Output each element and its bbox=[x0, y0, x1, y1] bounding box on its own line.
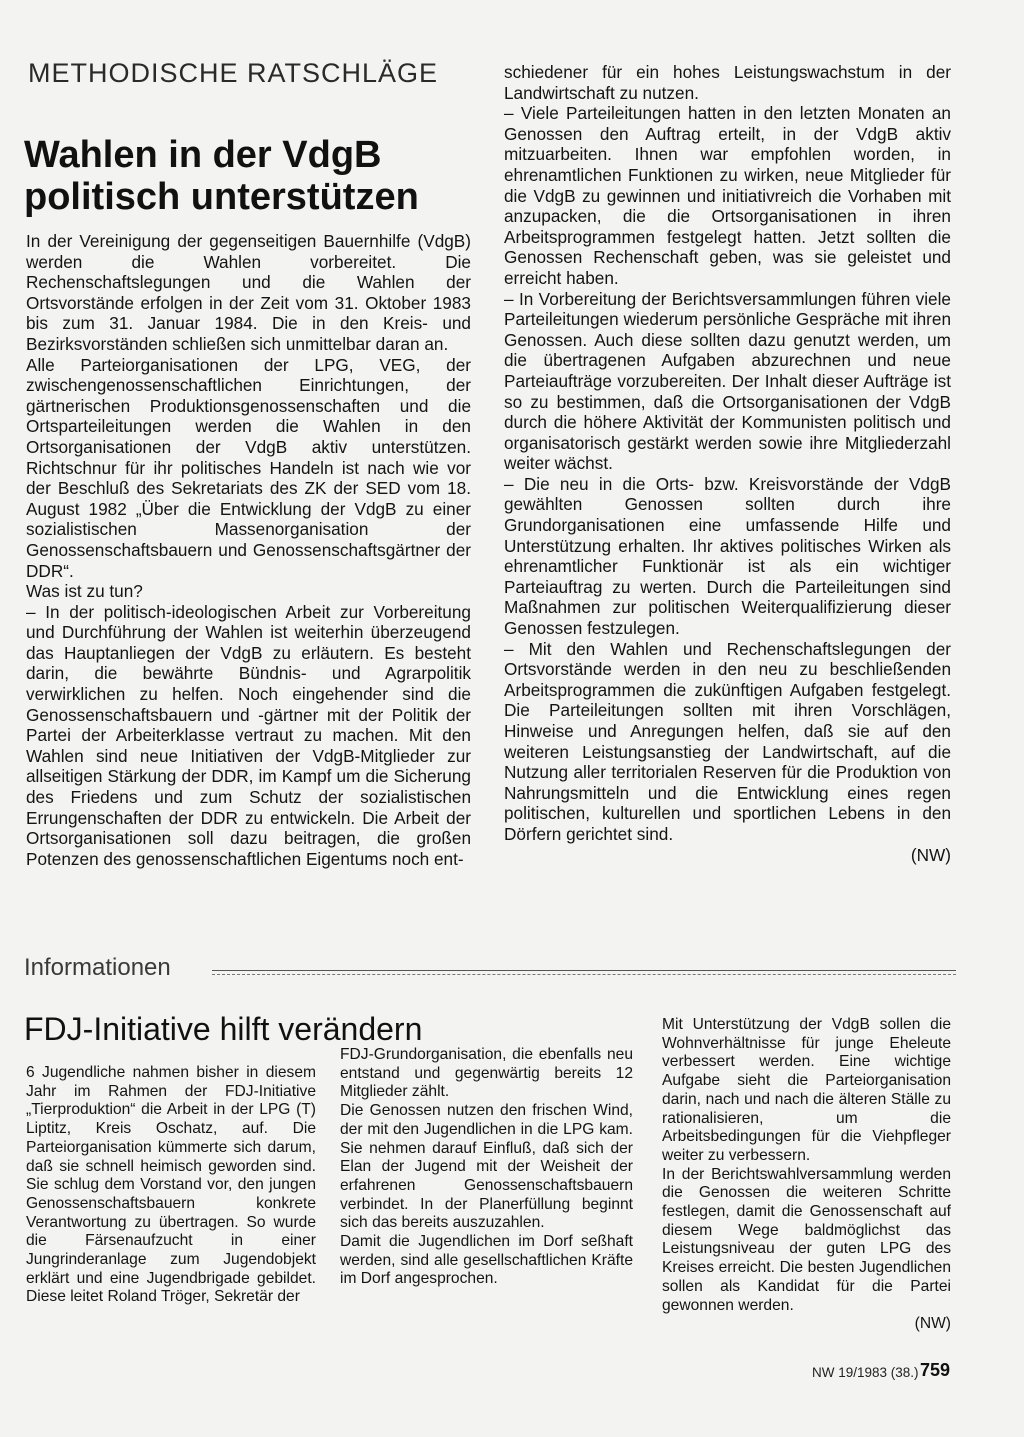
article-column-1 bbox=[26, 231, 471, 869]
info-paragraph: Mit Unterstützung der VdgB sollen die Wohnverhältnisse für junge Eheleute verbessert werden. Eine wichtige Aufgabe sieht die Parteiorganisation darin, nach und nach die älteren Ställe zu rationalisieren, um die Arbeitsbedingungen für die Viehpfleger weiter zu verbessern. bbox=[662, 1016, 951, 1164]
article-title-line-2: politisch unterstützen bbox=[24, 176, 419, 218]
info-paragraph: Damit die Jugendlichen im Dorf seßhaft werden, sind alle gesellschaftlichen Kräfte im Dorf angesprochen. bbox=[340, 1233, 633, 1288]
info-column-3 bbox=[662, 1016, 951, 1334]
issue-label: NW 19/1983 (38.) bbox=[812, 1365, 919, 1380]
article-paragraph: Alle Parteiorganisationen der LPG, VEG, der zwischengenossenschaftlichen Einrichtungen, der gärtnerischen Produktionsgenossenschaften und die Ortsparteileitungen werden die Wahlen in den Ortsorganisationen der VdgB aktiv unterstützen. Richtschnur für ihr politisches Handeln ist nach wie vor der Beschluß des Sekretariats des ZK der SED vom 18. August 1982 „Über die Entwicklung der VdgB zu einer sozialistischen Massenorganisation der Genossenschaftsbauern und Genossenschaftsgärtner der DDR“. bbox=[26, 354, 471, 581]
article-paragraph: In der Vereinigung der gegenseitigen Bauernhilfe (VdgB) werden die Wahlen vorbereitet. Die Rechenschaftslegungen und die Wahlen der Ortsvorstände erfolgen in der Zeit vom 31. Oktober 1983 bis zum 31. Januar 1984. Die in den Kreis- und Bezirksvorständen schließen sich unmittelbar daran an. bbox=[26, 231, 471, 354]
article-paragraph: – Mit den Wahlen und Rechenschaftslegungen der Ortsvorstände werden in den neu zu beschließenden Arbeitsprogrammen die zukünftigen Aufgaben festgelegt. Die Parteileitungen sollten mit ihren Vorschlägen, Hinweise und Anregungen helfen, daß sie auf den weiteren Leistungsanstieg der Landwirtschaft, auf die Nutzung aller territorialen Reserven für die Produktion von Nahrungsmitteln und die Entwicklung eines regen politischen, kulturellen und sportlichen Lebens in den Dörfern gerichtet sind. bbox=[504, 638, 951, 844]
article-paragraph: – Viele Parteileitungen hatten in den letzten Monaten an Genossen den Auftrag erteilt, in der VdgB aktiv mitzuarbeiten. Ihnen war empfohlen worden, in ehrenamtlichen Funktionen zu wirken, neue Mitglieder für die VdgB zu gewinnen und initiativreich die Vorhaben mit anzupacken, die die Ortsorganisationen in ihren Arbeitsprogrammen festgelegt hatten. Jetzt sollten die Genossen Rechenschaft geben, was sie geleistet und erreicht haben. bbox=[504, 103, 951, 288]
section-label: Informationen bbox=[24, 954, 171, 981]
article-paragraph: – In der politisch-ideologischen Arbeit zur Vorbereitung und Durchführung der Wahlen ist weiterhin überzeugend das Hauptanliegen der VdgB zu erläutern. Es besteht darin, die bewährte Bündnis- und Agrarpolitik verwirklichen zu helfen. Noch eingehender sind die Genossenschaftsbauern und -gärtner mit der Politik der Partei der Arbeiterklasse vertraut zu machen. Mit den Wahlen sind neue Initiativen der VdgB-Mitglieder zur allseitigen Stärkung der DDR, im Kampf um die Sicherung des Friedens und zum Schutz der sozialistischen Errungenschaften der DDR zu entwickeln. Die Arbeit der Ortsorganisationen soll dazu beitragen, die großen Potenzen des genossenschaftlichen Eigentums noch ent- bbox=[26, 601, 471, 869]
article-title-line-1: Wahlen in der VdgB bbox=[24, 134, 382, 176]
article-column-2 bbox=[504, 62, 951, 865]
article-paragraph: Was ist zu tun? bbox=[26, 581, 143, 602]
article-paragraph: – In Vorbereitung der Berichtsversammlungen führen viele Parteileitungen wiederum persönliche Gespräche mit ihren Genossen. Auch diese sollten dazu genutzt werden, um die übertragenen Aufgaben abzurechnen und neue Parteiaufträge vorzubereiten. Der Inhalt dieser Aufträge ist so zu bestimmen, daß die Ortsorganisationen der VdgB durch die höhere Aktivität der Kommunisten politisch und organisatorisch gestärkt werden sowie ihre Mitgliederzahl weiter wächst. bbox=[504, 288, 951, 474]
info-paragraph: FDJ-Grundorganisation, die ebenfalls neu entstand und gegenwärtig bereits 12 Mitglieder zählt. bbox=[340, 1046, 633, 1101]
info-paragraph: Die Genossen nutzen den frischen Wind, der mit den Jugendlichen in die LPG kam. Sie nehmen darauf Einfluß, daß sich der Elan der Jugend mit der Weisheit der erfahrenen Genossenschaftsbauern verbindet. In der Planerfüllung beginnt sich das bereits auszuzahlen. bbox=[340, 1102, 633, 1232]
info-title: FDJ-Initiative hilft verändern bbox=[24, 1011, 423, 1047]
info-column-1 bbox=[26, 1064, 316, 1307]
page-number: 759 bbox=[920, 1360, 951, 1380]
info-paragraph: In der Berichtswahlversammlung werden die Genossen die weiteren Schritte festlegen, damit die Genossenschaft auf diesem Wege baldmöglichst das Leistungsniveau der guten LPG des Kreises erreicht. Die besten Jugendlichen sollen als Kandidat für die Partei gewonnen werden. bbox=[662, 1165, 951, 1314]
info-signature: (NW) bbox=[914, 1315, 951, 1333]
article-title bbox=[24, 134, 474, 218]
article-paragraph: – Die neu in die Orts- bzw. Kreisvorstände der VdgB gewählten Genossen sollten durch ihre Grundorganisationen eine umfassende Hilfe und Unterstützung erhalten. Ihr aktives politisches Wirken als ehrenamtlicher Funktionär ist als ein wichtiger Parteiauftrag zu werten. Durch die Parteileitungen sind Maßnahmen zur politischen Weiterqualifizierung dieser Genossen festzulegen. bbox=[504, 473, 951, 639]
article-paragraph: schiedener für ein hohes Leistungswachstum in der Landwirtschaft zu nutzen. bbox=[504, 62, 951, 103]
article-signature: (NW) bbox=[910, 844, 951, 865]
section-kicker: METHODISCHE RATSCHLÄGE bbox=[28, 58, 439, 88]
info-column-2 bbox=[340, 1046, 633, 1289]
section-divider bbox=[212, 970, 956, 975]
info-paragraph: 6 Jugendliche nahmen bisher in diesem Jahr im Rahmen der FDJ-Initiative „Tierproduktion“ die Arbeit in der LPG (T) Liptitz, Kreis Oschatz, auf. Die Parteiorganisation kümmerte sich darum, daß sie schnell heimisch geworden sind. Sie schlug dem Vorstand vor, den jungen Genossenschaftsbauern konkrete Verantwortung zu übertragen. So wurde die Färsenaufzucht in einer Jungrinderanlage zum Jugendobjekt erklärt und eine Jugendbrigade gebildet. Diese leitet Roland Tröger, Sekretär der bbox=[26, 1064, 316, 1306]
